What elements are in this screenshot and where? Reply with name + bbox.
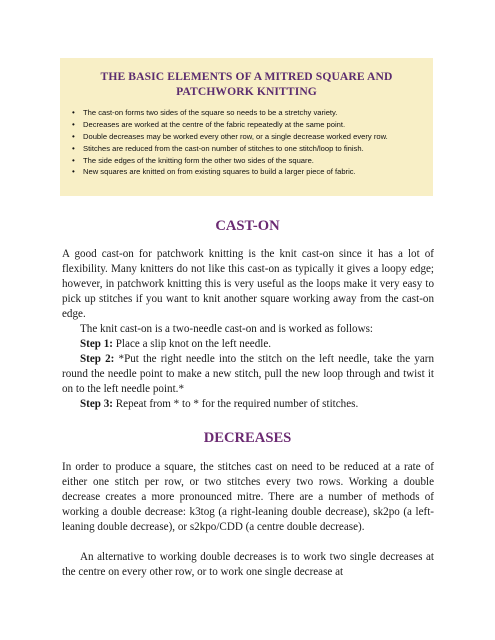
step-2 [62, 352, 434, 397]
step-2-label: Step 2: [80, 353, 115, 365]
cast-on-paragraph: A good cast-on for patchwork knitting is the knit cast-on since it has a lot of flexibility. Many knitters do not like this cast-on as typically it gives a loopy edge; however, in patchwork knitting this is very useful as the loops make it very easy to pick up stitches if you want to knit another square working away from the cast-on edge. [62, 248, 434, 320]
cast-on-intro: The knit cast-on is a two-needle cast-on and is worked as follows: [80, 323, 373, 335]
bullet-item: • Decreases are worked at the centre of the fabric repeatedly at the same point. [70, 119, 423, 130]
step-3-label: Step 3: [80, 398, 113, 410]
bullet-list [70, 107, 423, 178]
bullet-item: • Stitches are reduced from the cast-on number of stitches to one stitch/loop to finish. [70, 143, 423, 154]
step-3 [62, 397, 434, 412]
info-box [60, 58, 433, 196]
info-box-title: THE BASIC ELEMENTS OF A MITRED SQUARE AND PATCHWORK KNITTING [100, 70, 393, 98]
step-1 [62, 337, 434, 352]
cast-on-heading: CAST-ON [215, 218, 280, 234]
step-3-text: Repeat from * to * for the required number of stitches. [115, 398, 359, 410]
decreases-paragraph: In order to produce a square, the stitches cast on need to be reduced at a rate of either one stitch per row, or two stitches every two rows. Working a double decrease creates a more pronounced mitre. There are a number of methods of working a double decrease: k3tog (a right-leaning double decrease), sk2po (a left-leaning double decrease), or s2kpo/CDD (a centre double decrease). [62, 461, 434, 533]
bullet-item: • The side edges of the knitting form the other two sides of the square. [70, 155, 423, 166]
bullet-item: • Double decreases may be worked every other row, or a single decrease worked every row. [70, 131, 423, 142]
bullet-item: • The cast-on forms two sides of the square so needs to be a stretchy variety. [70, 107, 423, 118]
step-1-text: Place a slip knot on the left needle. [115, 338, 272, 350]
step-1-label: Step 1: [80, 338, 113, 350]
step-2-text: *Put the right needle into the stitch on the left needle, take the yarn round the needle point to make a new stitch, pull the new loop through and twist it on to the left needle point.* [62, 353, 434, 395]
decreases-heading: DECREASES [203, 430, 292, 446]
decreases-alternative: An alternative to working double decreases is to work two single decreases at the centre on every other row, or to work one single decrease at [62, 551, 434, 578]
bullet-item: • New squares are knitted on from existing squares to build a larger piece of fabric. [70, 166, 423, 177]
